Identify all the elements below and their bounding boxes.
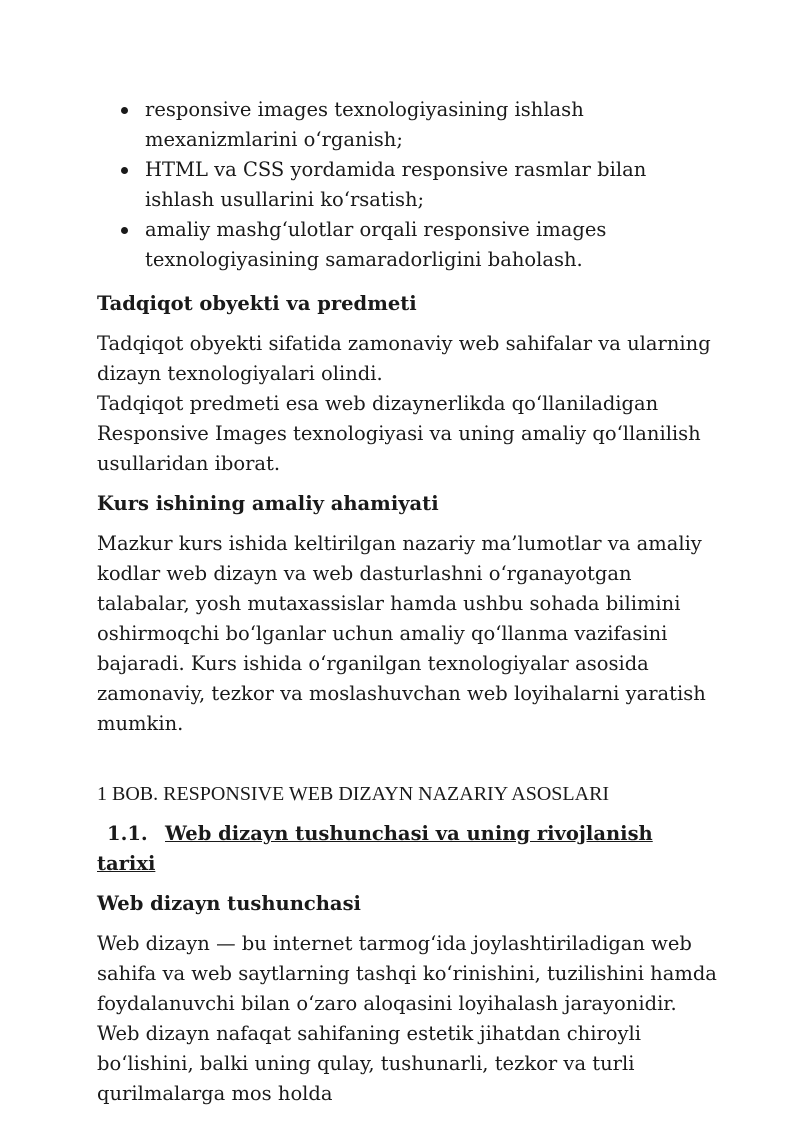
section-title: Web dizayn tushunchasi va uning rivojlanish tarixi — [97, 822, 653, 875]
bullet-icon — [121, 227, 128, 234]
subsection-paragraph: Web dizayn — bu internet tarmog‘ida joylashtiriladigan web sahifa va web saytlarning tashqi ko‘rinishini, tuzilishini hamda foydalanuvchi bilan o‘zaro aloqasini loyihalash jarayonidir. Web dizayn nafaqat sahifaning estetik jihatdan chiroyli bo‘lishini, balki uning qulay, tushunarli, tezkor va turli qurilmalarga mos holda — [97, 932, 717, 1105]
section-heading — [97, 819, 717, 879]
research-object-heading: Tadqiqot obyekti va predmeti — [97, 292, 417, 315]
objectives-list — [97, 95, 717, 275]
spacer — [97, 749, 717, 779]
list-item — [97, 95, 717, 155]
research-subject-text: Tadqiqot predmeti esa web dizaynerlikda qo‘llaniladigan Responsive Images texnologiyasi va uning amaliy qo‘llanilish usullaridan iborat. — [97, 392, 701, 475]
chapter-title: 1 BOB. RESPONSIVE WEB DIZAYN NAZARIY ASOSLARI — [97, 783, 610, 805]
list-item — [97, 215, 717, 275]
research-object-text: Tadqiqot obyekti sifatida zamonaviy web sahifalar va ularning dizayn texnologiyalari olindi. — [97, 332, 711, 385]
section-number: 1.1. — [107, 822, 148, 845]
practical-significance-paragraph: Mazkur kurs ishida keltirilgan nazariy ma’lumotlar va amaliy kodlar web dizayn va web dasturlashni o‘rganayotgan talabalar, yosh mutaxassislar hamda ushbu sohada bilimini oshirmoqchi bo‘lganlar uchun amaliy qo‘llanma vazifasini bajaradi. Kurs ishida o‘rganilgan texnologiyalar asosida zamonaviy, tezkor va moslashuvchan web loyihalarni yaratish mumkin. — [97, 532, 706, 735]
subsection-heading: Web dizayn tushunchasi — [97, 892, 361, 915]
list-item-text: amaliy mashg‘ulotlar orqali responsive images texnologiyasining samaradorligini baholash. — [145, 218, 607, 271]
list-item-text: responsive images texnologiyasining ishlash mexanizmlarini o‘rganish; — [145, 98, 584, 151]
page-content — [97, 95, 717, 1119]
list-item-text: HTML va CSS yordamida responsive rasmlar bilan ishlash usullarini ko‘rsatish; — [145, 158, 647, 211]
bullet-icon — [121, 107, 128, 114]
list-item — [97, 155, 717, 215]
research-object-paragraph — [97, 329, 717, 479]
bullet-icon — [121, 167, 128, 174]
practical-significance-heading: Kurs ishining amaliy ahamiyati — [97, 492, 439, 515]
